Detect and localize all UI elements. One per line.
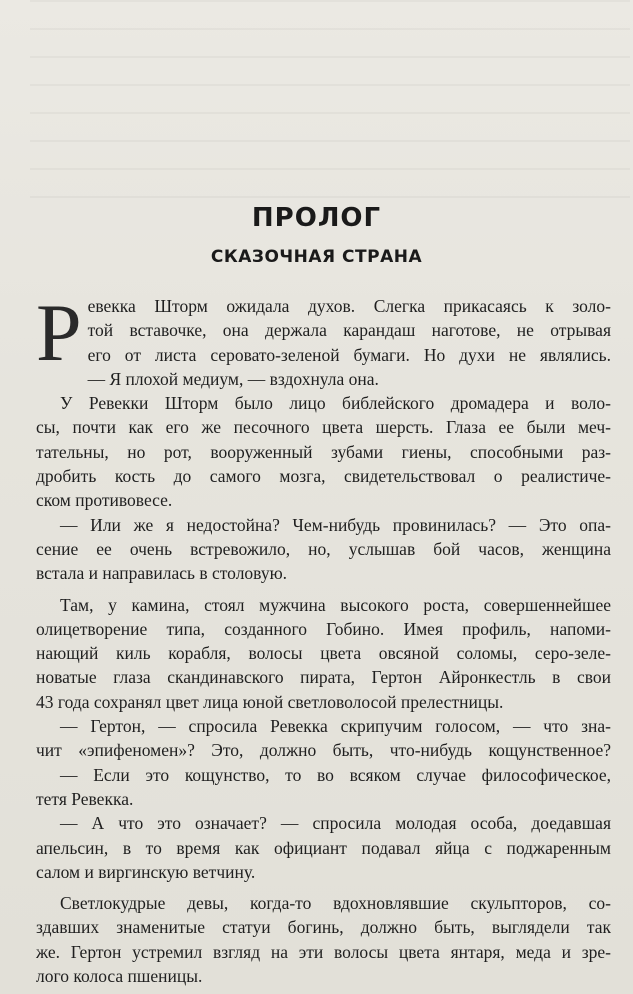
text-line: дробить кость до самого мозга, свидетельствовал о реалистиче- [36, 466, 611, 487]
text-line: — Или же я недостойна? Чем-нибудь провинилась? — Это опа- [60, 514, 611, 535]
text-line: здавших знаменитые статуи богинь, должно быть, выглядели так [36, 917, 611, 938]
text-line: У Ревекки Шторм было лицо библейского дромадера и воло- [60, 393, 611, 414]
text-line: апельсин, в то время как официант подавал яйца с поджаренным [36, 837, 611, 858]
text-line: — А что это означает? — спросила молодая особа, доедавшая [60, 813, 611, 834]
text-line: чит «эпифеномен»? Это, должно быть, что-нибудь кощунственное? [36, 740, 611, 761]
bleed-through-text [30, 0, 630, 200]
text-line: же. Гертон устремил взгляд на эти волосы цвета янтаря, меда и зре- [36, 941, 611, 962]
text-line: Там, у камина, стоял мужчина высокого роста, совершеннейшее [60, 594, 611, 615]
text-line: его от листа серовато-зеленой бумаги. Но духи не являлись. [87, 344, 611, 365]
text-line: 43 года сохранял цвет лица юной светловолосой прелестницы. [36, 691, 504, 712]
text-line: нающий киль корабля, волосы цвета овсяной соломы, серо-зеле- [36, 643, 611, 664]
text-line: тетя Ревекка. [36, 788, 134, 809]
text-line: — Гертон, — спросила Ревекка скрипучим голосом, — что зна- [60, 716, 611, 737]
chapter-title: ПРОЛОГ [251, 203, 382, 233]
text-line: сение ее очень встревожило, но, услышав бой часов, женщина [36, 538, 611, 559]
text-line: олицетворение типа, созданного Гобино. Имея профиль, напоми- [36, 618, 611, 639]
text-line: салом и виргинскую ветчину. [36, 861, 256, 882]
chapter-subtitle: СКАЗОЧНАЯ СТРАНА [210, 247, 423, 267]
text-line: лого колоса пшеницы. [36, 966, 203, 987]
text-line: евекка Шторм ожидала духов. Слегка прикасаясь к золо- [87, 296, 611, 316]
text-line: Светлокудрые девы, когда-то вдохновлявшие скульпторов, со- [60, 893, 611, 914]
drop-cap: Р [36, 287, 82, 378]
text-line: ском противовесе. [36, 490, 173, 511]
text-line: встала и направилась в столовую. [36, 563, 288, 584]
text-line: новатые глаза скандинавского пирата, Гертон Айронкестль в свои [36, 667, 611, 688]
text-line: — Я плохой медиум, — вздохнула она. [87, 368, 379, 389]
text-line: сы, почти как его же песочного цвета шерсть. Глаза ее были меч- [36, 417, 611, 438]
chapter-body [36, 287, 611, 988]
text-line: тательны, но рот, вооруженный зубами гиены, способными раз- [36, 441, 611, 462]
text-line: той вставочке, она держала карандаш наготове, не отрывая [87, 320, 611, 341]
text-line: — Если это кощунство, то во всяком случае философическое, [60, 764, 611, 785]
